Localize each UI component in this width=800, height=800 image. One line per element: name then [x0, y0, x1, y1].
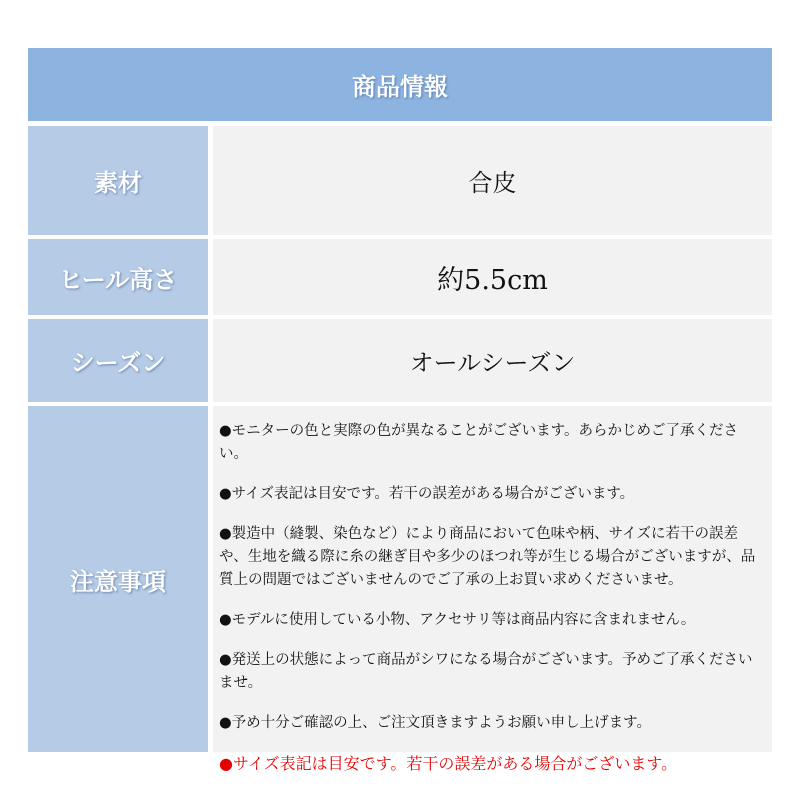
note-size-guide: ●サイズ表記は目安です。若干の誤差がある場合がございます。 — [219, 486, 635, 502]
heel-height-value: 約5.5cm — [213, 239, 772, 315]
note-size-warning-highlight: ●サイズ表記は目安です。若干の誤差がある場合がございます。 — [219, 754, 678, 773]
material-value: 合皮 — [213, 126, 772, 235]
season-value: オールシーズン — [213, 319, 772, 402]
note-confirm-before-order: ●予め十分ご確認の上、ご注文頂きますようお願い申し上げます。 — [219, 715, 651, 731]
product-info-title: 商品情報 — [28, 48, 772, 121]
material-label: 素材 — [28, 126, 208, 235]
note-manufacturing-variance: ●製造中（縫製、染色など）により商品において色味や柄、サイズに若干の誤差や、生地を織る際に糸の継ぎ目や多少のほつれ等が生じる場合がございますが、品質上の問題ではございませんのでご了承の上お買い求めくださいませ。 — [219, 526, 756, 588]
note-accessories-not-included: ●モデルに使用している小物、アクセサリ等は商品内容に含まれません。 — [219, 612, 696, 628]
note-shipping-wrinkles: ●発送上の状態によって商品がシワになる場合がございます。予めご了承くださいませ。 — [219, 652, 753, 691]
note-color-difference: ●モニターの色と実際の色が異なることがございます。あらかじめご了承ください。 — [219, 423, 738, 462]
notes-list — [213, 406, 772, 773]
season-label: シーズン — [28, 319, 208, 402]
notes-label: 注意事項 — [28, 406, 208, 752]
heel-height-label: ヒール高さ — [28, 239, 208, 315]
